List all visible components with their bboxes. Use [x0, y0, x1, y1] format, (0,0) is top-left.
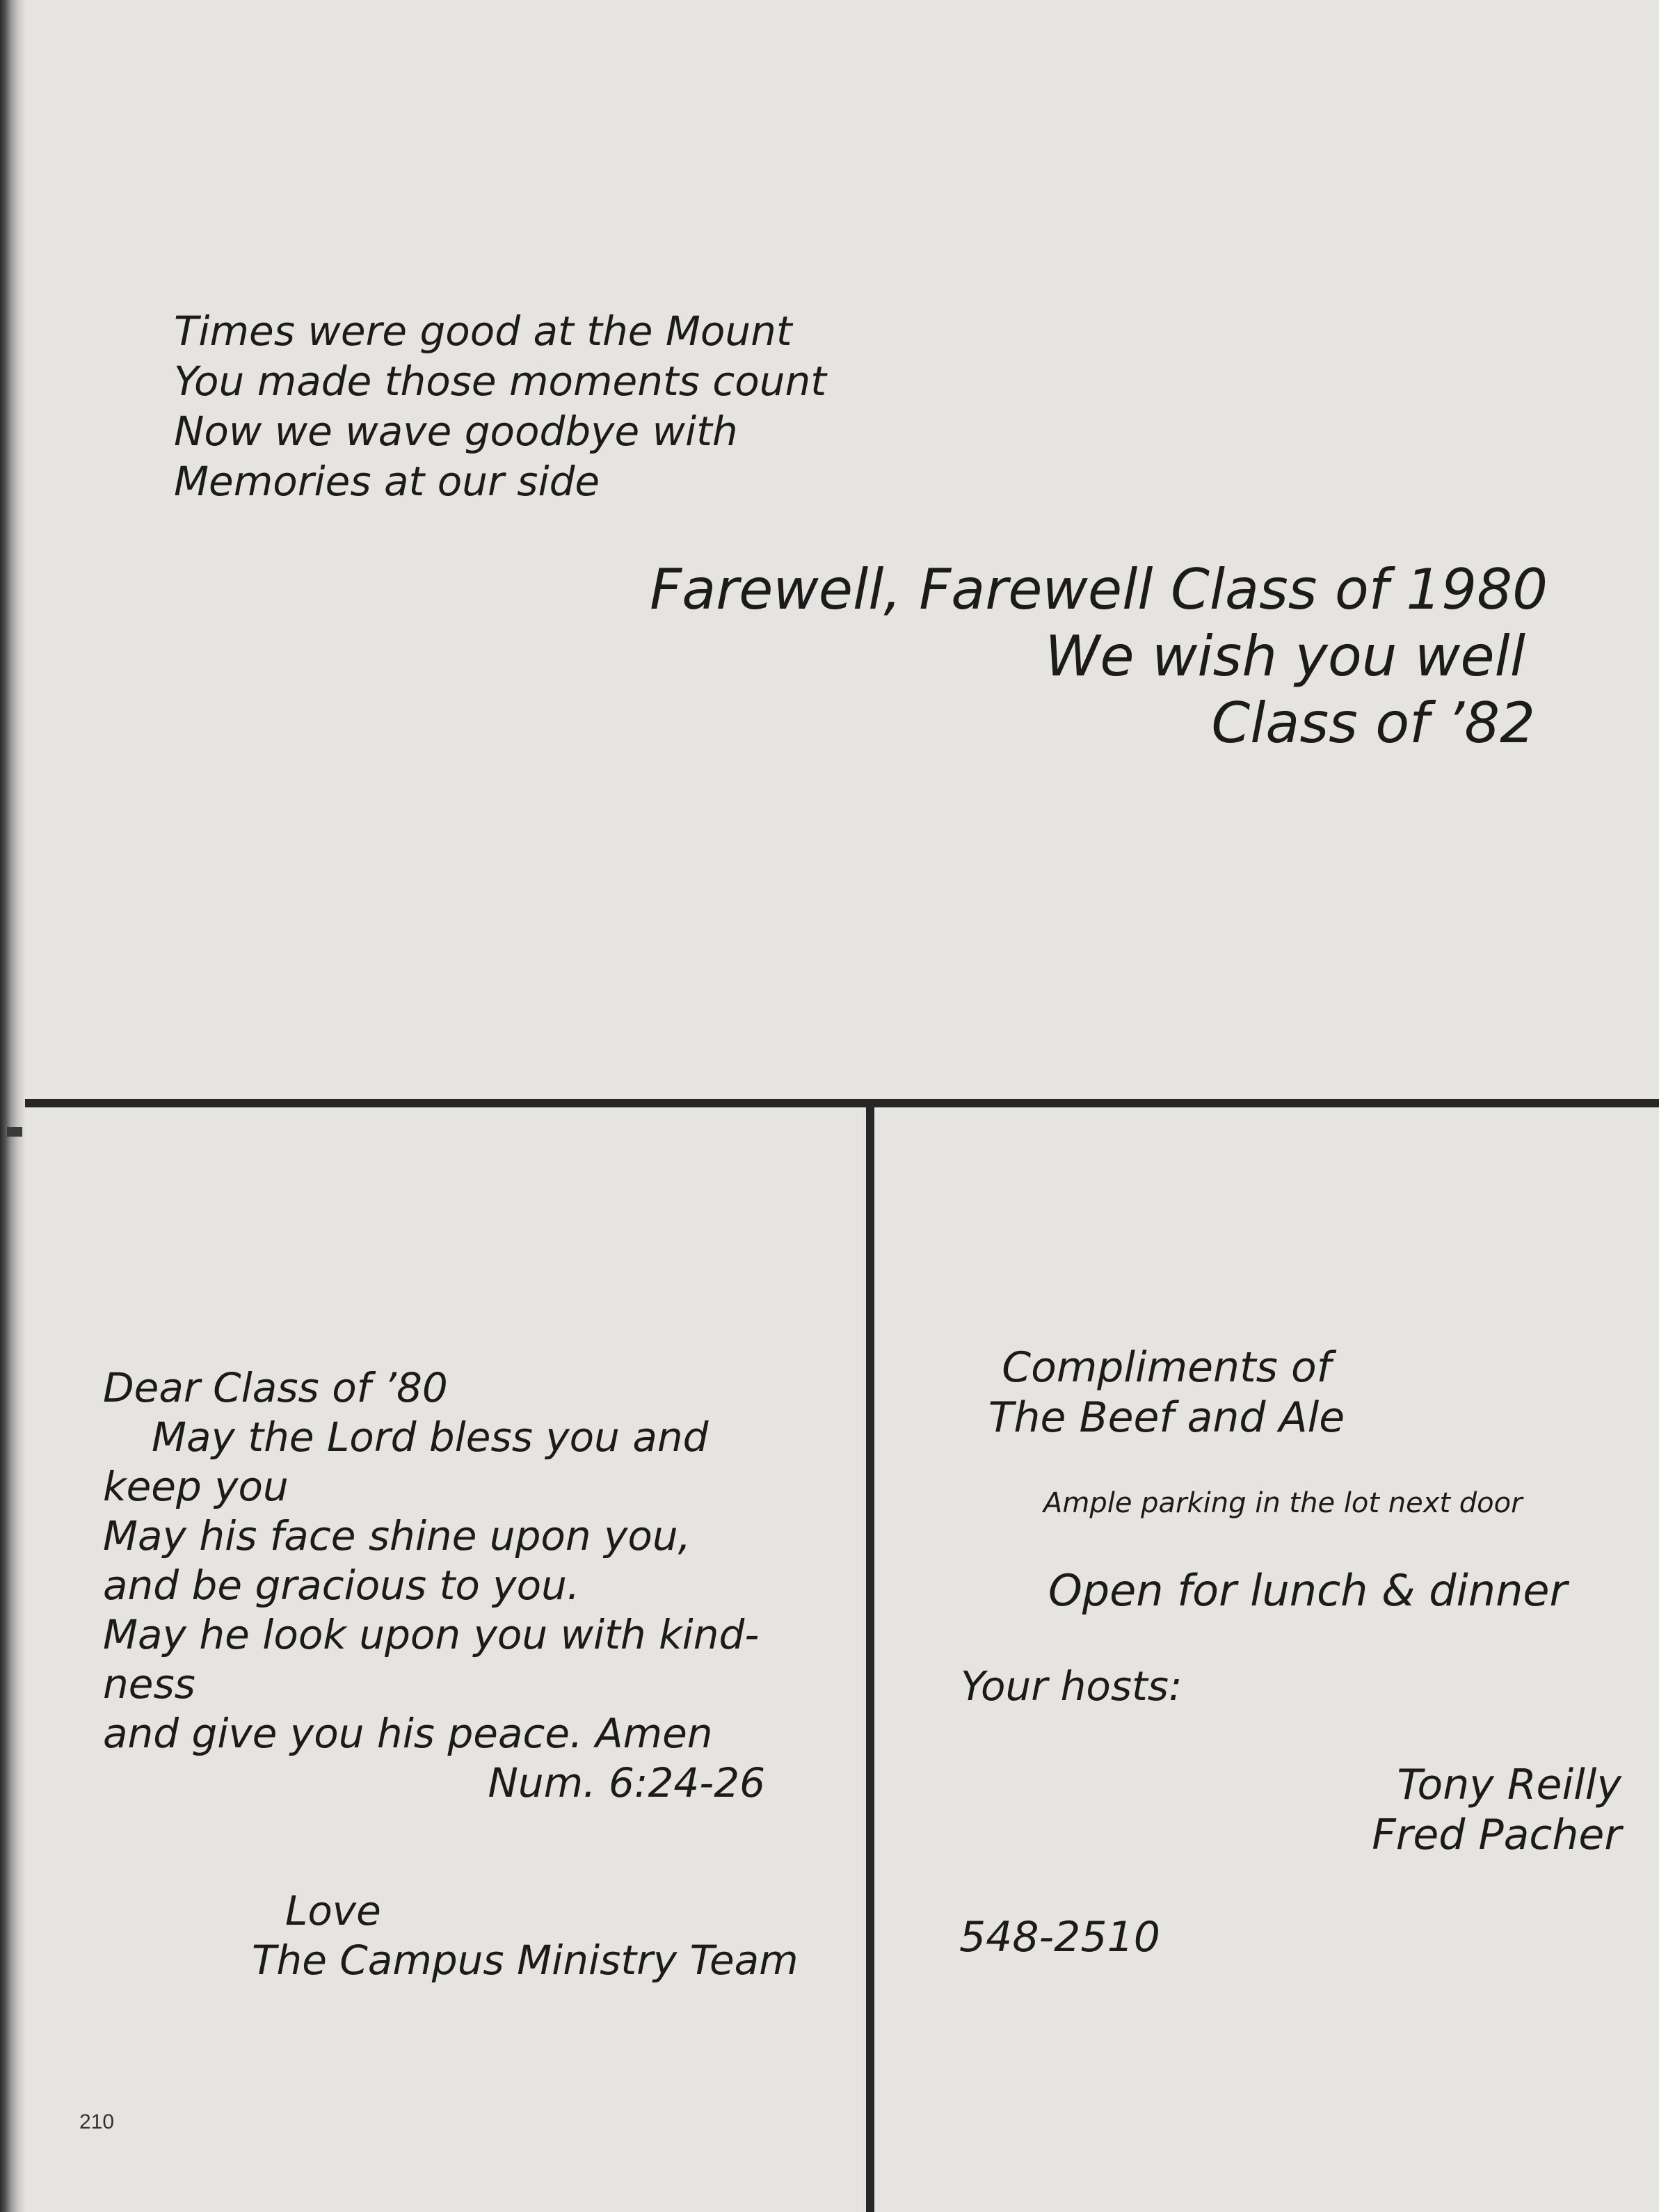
vertical-divider	[866, 1099, 874, 2212]
ad-parking: Ample parking in the lot next door	[1043, 1487, 1523, 1519]
blessing-line: May his face shine upon you,	[103, 1512, 691, 1560]
page-binding-edge	[0, 0, 25, 2212]
poem-line: Now we wave goodbye with	[174, 408, 738, 455]
blessing-line: and be gracious to you.	[103, 1562, 580, 1609]
ad-host-name: Tony Reilly	[1397, 1761, 1621, 1809]
poem-line: You made those moments count	[174, 358, 826, 405]
page-number: 210	[79, 2110, 115, 2133]
poem-line: Memories at our side	[174, 458, 600, 505]
ad-hours: Open for lunch & dinner	[1048, 1565, 1568, 1616]
farewell-poem	[174, 306, 826, 506]
poem-line: Times were good at the Mount	[174, 307, 792, 355]
ad-title-line: Compliments of	[1002, 1343, 1331, 1392]
ad-title	[749, 1343, 1584, 1443]
blessing-greeting: Dear Class of ’80	[103, 1364, 448, 1411]
farewell-line: Farewell, Farewell Class of 1980	[650, 557, 1548, 622]
ad-hosts	[1372, 1760, 1621, 1860]
scripture-reference: Num. 6:24-26	[488, 1759, 765, 1806]
ad-phone: 548-2510	[959, 1913, 1160, 1962]
blessing-signature: The Campus Ministry Team	[252, 1937, 799, 1984]
campus-ministry-blessing	[103, 1363, 765, 1808]
ad-host-name: Fred Pacher	[1372, 1811, 1621, 1859]
blessing-line: and give you his peace. Amen	[103, 1710, 713, 1757]
blessing-line: May he look upon you with kind-	[103, 1611, 760, 1658]
ad-title-line: The Beef and Ale	[988, 1393, 1345, 1442]
horizontal-divider	[25, 1099, 1659, 1107]
blessing-line: ness	[103, 1660, 195, 1708]
farewell-message	[650, 556, 1548, 757]
ad-hosts-label: Your hosts:	[961, 1662, 1183, 1710]
blessing-line: May the Lord bless you and	[152, 1413, 709, 1461]
farewell-line: We wish you well	[1045, 624, 1525, 689]
farewell-line: Class of ’82	[1211, 691, 1535, 755]
blessing-line: keep you	[103, 1463, 289, 1510]
blessing-closing: Love	[285, 1887, 381, 1934]
binding-notch	[7, 1127, 22, 1137]
